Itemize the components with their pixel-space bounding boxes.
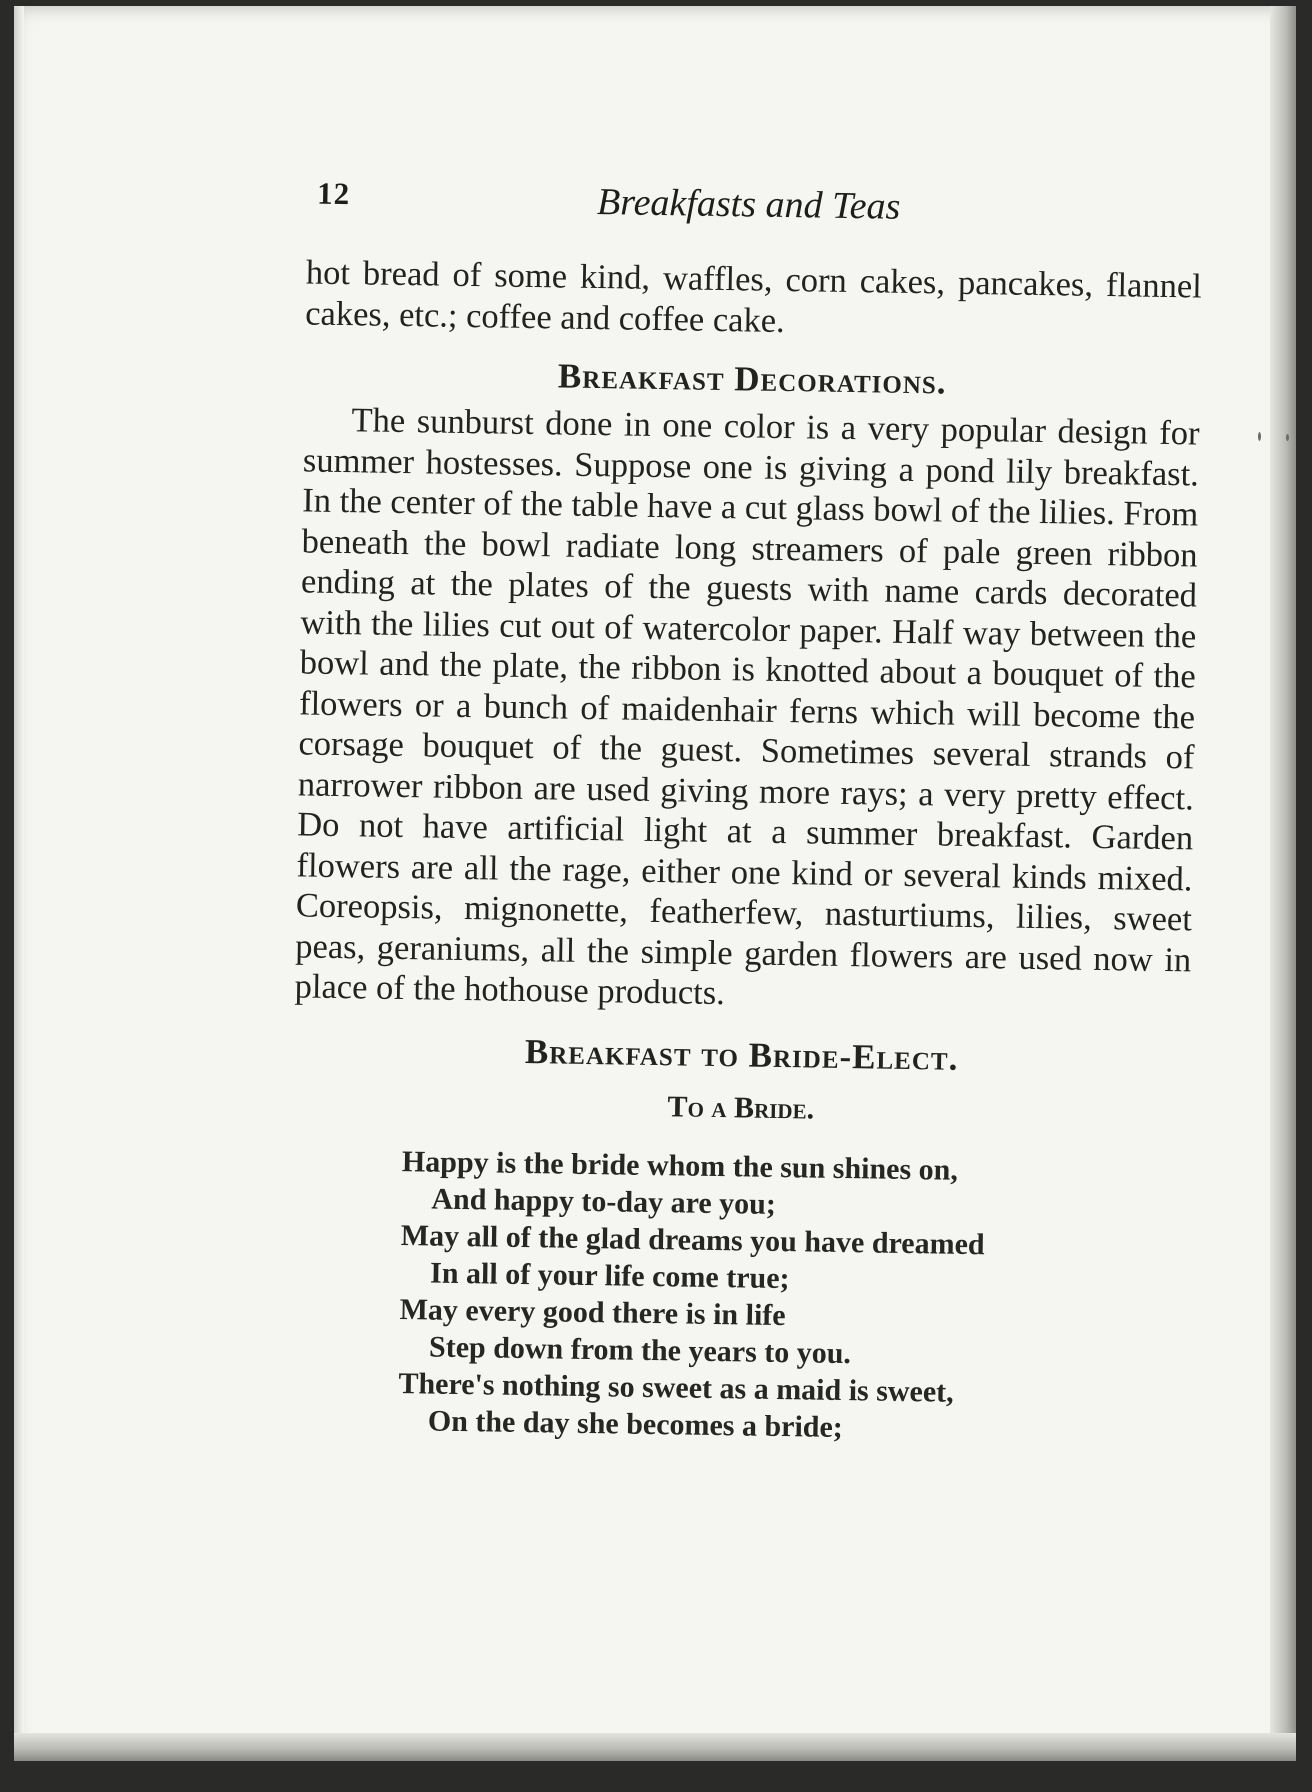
decorations-paragraph: The sunburst done in one color is a very popular design for summer hostesses. Suppose one is giving a pond lily breakfast. In the center of the table have a cut glass bowl of the lilies. From beneath the bowl radiate long streamers of pale green ribbon ending at the plates of the guests with name cards decorated with the lilies cut out of watercolor paper. Half way between the bowl and the plate, the ribbon is knotted about a bouquet of the flowers or a bunch of maidenhair ferns which will become the corsage bouquet of the guest. Sometimes several strands of narrower ribbon are used giving more rays; a very pretty effect. Do not have artificial light at a summer breakfast. Garden flowers are all the rage, either one kind or several kinds mixed. Coreopsis, mignonette, featherfew, nasturtiums, lilies, sweet peas, geraniums, all the simple garden flowers are used now in place of the hothouse products. — [294, 401, 1200, 1013]
dust-speck — [1286, 434, 1289, 441]
poem — [398, 1143, 1189, 1451]
poem-line: In all of your life come true; — [429, 1256, 790, 1295]
poem-title: To a Bride. — [667, 1089, 815, 1126]
page-number: 12 — [316, 175, 351, 212]
section-heading-decorations: Breakfast Decorations. — [557, 356, 947, 402]
poem-line: And happy to-day are you; — [431, 1182, 777, 1221]
continued-paragraph: hot bread of some kind, waffles, corn cakes, pancakes, flannel cakes, etc.; coffee and coffee cake. — [304, 253, 1203, 340]
text-block — [288, 252, 1202, 1450]
section-heading-bride-elect: Breakfast to Bride-Elect. — [524, 1031, 959, 1078]
running-title: Breakfasts and Teas — [596, 181, 901, 228]
poem-line: May all of the glad dreams you have dreamed — [400, 1218, 985, 1261]
page-content — [1, 0, 1310, 1771]
dust-speck — [1258, 432, 1261, 441]
poem-line: Step down from the years to you. — [428, 1330, 852, 1370]
poem-line: May every good there is in life — [399, 1292, 786, 1332]
running-head — [317, 176, 1198, 240]
poem-line: On the day she becomes a bride; — [427, 1404, 844, 1444]
poem-line: Happy is the bride whom the sun shines on, — [401, 1144, 959, 1187]
poem-line: There's nothing so sweet as a maid is sweet, — [398, 1366, 954, 1409]
book-page — [14, 6, 1296, 1761]
